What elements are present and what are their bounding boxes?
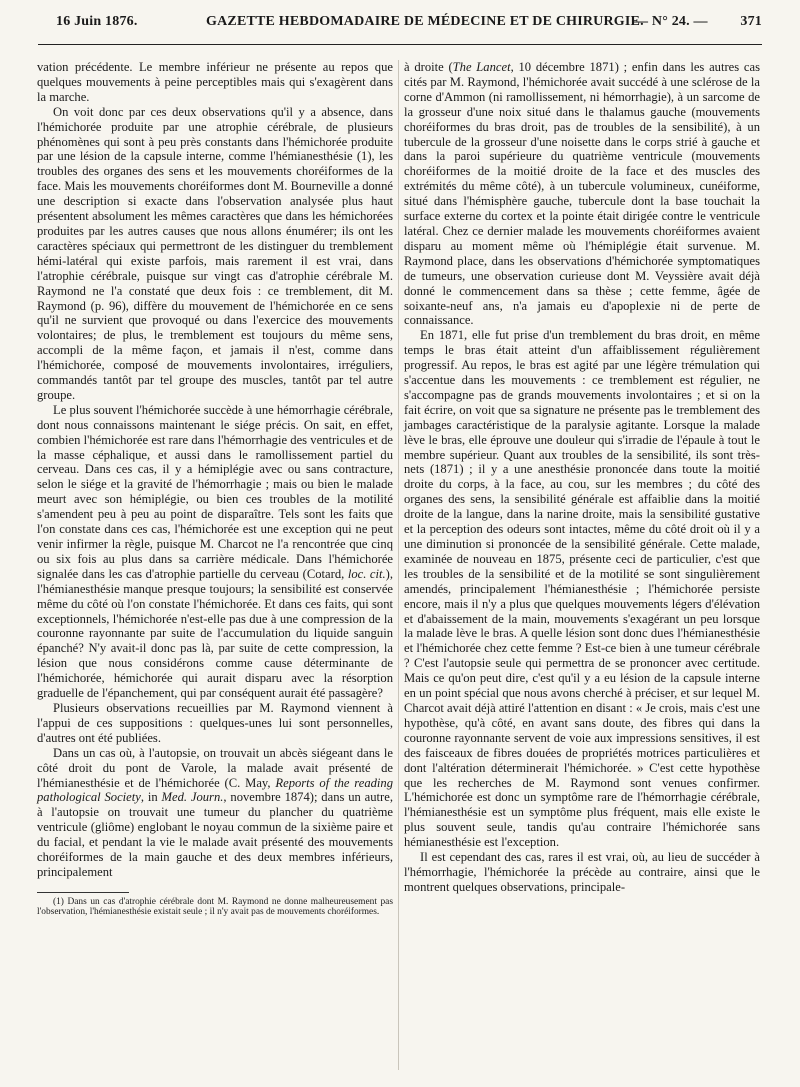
right-column bbox=[404, 60, 760, 895]
right-paragraph-2: En 1871, elle fut prise d'un tremblement du bras droit, en même temps le bras était atteint d'un affaiblissement régulièrement progressif. Au repos, le bras est agité par une légère trémulation qui s'accentue dans les mouvements : ce tremblement est régulier, ne s'accompagne pas de grands mouvements involontaires ; et si on la fait écrire, on voit que sa signature ne présente pas le tremblement des jambages caractéristique de la paralysie agitante. Lorsque la malade lève le bras, elle éprouve une douleur qui s'irradie de l'épaule à tout le membre supérieur. Quant aux troubles de la sensibilité, ils sont très-nets (1871) ; il y a une anesthésie prononcée dans toute la moitié droite du corps, à la face, au cou, sur les membres ; du côté des organes des sens, la sensibilité générale est affaiblie dans la moitié droite de la langue, dans la narine droite, mais la sensibilité gustative et la perception des odeurs sont intactes, même du côté droit où il y a une diminution si prononcée de la sensibilité générale. Cette malade, examinée de nouveau en 1875, présente ceci de particulier, c'est que les troubles de la sensibilité et de la motilité se sont singulièrement amendés, principalement l'hémianesthésie ; l'hémichorée persiste encore, mais il n'y a plus que quelques mouvements légers d'élévation et d'abaissement de la main, mouvements s'exagérant un peu lorsque la malade lève le bras. A quelle lésion sont donc dues l'hémianesthésie et l'hémichorée chez cette femme ? Est-ce bien à une tumeur cérébrale ? C'est l'autopsie seule qui permettra de se prononcer avec certitude. Mais ce qu'on peut dire, c'est qu'il y a eu lésion de la capsule interne en un point spécial que nous avons cherché à préciser, et sur lequel M. Charcot avait déjà attiré l'attention en disant : « Je crois, mais c'est une hypothèse, qu'à côté, en avant sans doute, des fibres qui dans la couronne rayonnante servent de voie aux impressions sensitives, il est des faisceaux de fibres douées de propriétés motrices particulières et dont l'altération déterminerait l'hémichorée. » C'est cette hypothèse que les recherches de M. Raymond sont venues confirmer. L'hémichorée est donc un symptôme rare de l'hémorrhagie cérébrale, l'hémianesthésie est un symptôme plus fréquent, mais elle existe le plus souvent seule, tandis qu'au contraire l'hémichorée sans hémianesthésie est l'exception. bbox=[404, 328, 760, 850]
right-paragraph-1-text: , 10 décembre 1871) ; enfin dans les autres cas cités par M. Raymond, l'hémichorée avait succédé à une sclérose de la corne d'Ammon (ni ramollissement, ni hémorrhagie), à un sarcome de la grosseur d'une noix situé dans le thalamus gauche (mouvements choréiformes du bras droit, pas de troubles de la sensibilité), à un tubercule de la grosseur d'une noisette dans le corps strié à gauche et dans la paroi supérieure du quatrième ventricule (mouvements choréiformes de la moitié droite de la face et des muscles des extrémités du même côté), à un tubercule volumineux, cunéiforme, situé dans l'hémisphère gauche, tubercule dont la base touchait la surface externe du cortex et la pointe était dirigée contre le ventricule latéral. Chez ce dernier malade les mouvements choréiformes avaient disparu au moment même où l'hémiplégie était survenue. M. Raymond place, dans les observations d'hémichorée symptomatiques de tumeurs, une observation curieuse dont M. Veyssière avait déjà donné le commencement dans sa thèse ; cette femme, âgée de soixante-neuf ans, n'a jamais eu d'apoplexie ni de perte de connaissance. bbox=[404, 60, 760, 328]
left-citation-loc-cit: loc. cit. bbox=[347, 566, 386, 581]
header-date: 16 Juin 1876. bbox=[56, 14, 138, 29]
header-journal-title: GAZETTE HEBDOMADAIRE DE MÉDECINE ET DE CHIRURGIE. bbox=[206, 14, 644, 29]
left-paragraph-1: vation précédente. Le membre inférieur ne présente au repos que quelques mouvements à peine perceptibles mais qui s'exagèrent dans la marche. bbox=[37, 60, 393, 104]
left-paragraph-5-text: Dans un cas où, à l'autopsie, on trouvait un abcès siégeant dans le côté droit du pont de Varole, la malade avait présenté de l'hémianesthésie et de l'hémichorée (C. May, bbox=[37, 745, 393, 790]
header-issue-number: — N° 24. — bbox=[634, 14, 708, 29]
left-paragraph-3-text: Le plus souvent l'hémichorée succède à une hémorrhagie cérébrale, dont nous connaissons maintenant le siége précis. On sait, en effet, combien l'hémichorée est rare dans l'hémorrhagie des ventricules et de la masse céphalique, et aussi dans le ramollissement partiel du cerveau. Dans ces cas, il y a hémiplégie avec ou sans contracture, selon le siége et la gravité de l'hémorrhagie ; mais ou bien le malade meurt avec son hémiplégie, ou bien ces troubles de la motilité s'amendent peu à peu au point de disparaître. Tels sont les faits que l'on constate dans ces cas, l'hémichorée est une exception qui ne peut venir infirmer la règle, puisque M. Charcot ne l'a rencontrée que cinq ou six fois au plus dans sa carrière médicale. Dans l'hémichorée signalée dans les cas d'atrophie partielle du cerveau (Cotard, bbox=[37, 402, 393, 581]
header-rule bbox=[38, 44, 762, 45]
left-paragraph-5-mid: , in bbox=[140, 790, 162, 805]
left-paragraph-5 bbox=[37, 746, 393, 880]
left-paragraph-3 bbox=[37, 403, 393, 701]
left-column bbox=[37, 60, 393, 918]
right-paragraph-1-start: à droite ( bbox=[404, 60, 453, 74]
left-citation-med-journ: Med. Journ. bbox=[161, 790, 224, 805]
footnote-rule bbox=[37, 892, 129, 893]
running-header bbox=[40, 6, 762, 36]
right-paragraph-1 bbox=[404, 60, 760, 328]
left-citation-reports: Reports of the reading pathological Society bbox=[37, 775, 394, 805]
left-paragraph-5-end: , novembre 1874); dans un autre, à l'autopsie on trouvait une tumeur du plancher du quatrième ventricule (gliôme) englobant le noyau commun de la sixième paire et du facial, et pendant la vie le malade avait présenté des mouvements choréiformes de la main gauche et des deux membres inférieurs, principalement bbox=[37, 790, 393, 879]
left-paragraph-3-end: ), l'hémianesthésie manque presque toujours; la sensibilité est conservée même du côté où l'on constate l'hémichorée. Et dans ces faits, qui sont exceptionnels, l'hémichorée n'est-elle pas due à une compression de la couronne rayonnante par suite de l'accumulation du liquide sanguin épanché? N'y avait-il donc pas là, par suite de cette compression, la lésion que nous considérons comme cause déterminante de l'hémichorée, hémichorée qui aurait disparu avec la résorption graduelle de l'épanchement, qui par conséquent aurait été passagère? bbox=[37, 566, 393, 701]
right-citation-lancet: The Lancet bbox=[452, 60, 511, 74]
left-paragraph-4: Plusieurs observations recueillies par M. Raymond viennent à l'appui de ces suppositions : quelques-unes lui sont personnelles, d'autres ont été publiées. bbox=[37, 700, 393, 745]
header-page-number: 371 bbox=[740, 14, 762, 29]
column-divider bbox=[398, 60, 399, 1070]
footnote: (1) Dans un cas d'atrophie cérébrale dont M. Raymond ne donne malheureusement pas l'observation, l'hémianesthésie existait seule ; il n'y avait pas de mouvements choréiformes. bbox=[37, 896, 393, 918]
right-paragraph-3: Il est cependant des cas, rares il est vrai, où, au lieu de succéder à l'hémorrhagie, l'hémichorée la précède au contraire, ainsi que le montrent quelques observations, principale- bbox=[404, 850, 760, 894]
left-paragraph-2: On voit donc par ces deux observations qu'il y a absence, dans l'hémichorée produite par une atrophie cérébrale, de plusieurs phénomènes qui sont à peu près constants dans l'hémichorée produite par une lésion de la capsule interne, comme l'hémianesthésie (1), les troubles des organes des sens et les mouvements choréiformes de la face. Mais les mouvements choréiformes dont M. Bourneville a donné une description si exacte dans l'observation analysée plus haut présentent absolument les mêmes caractères que dans les hémichorées produites par les autres causes que nous allons énumérer; ils ont les caractères spéciaux qui permettront de les distinguer du tremblement hémi-latéral qui existe parfois, mais rarement il est vrai, dans l'atrophie cérébrale, puisque sur vingt cas d'atrophie cérébrale M. Raymond ne l'a constaté que deux fois : ce tremblement, dit M. Raymond (p. 96), diffère du mouvement de l'hémichorée en ce sens qu'il ne survient que provoqué ou dans l'exercice des mouvements volontaires; de plus, le tremblement est toujours du même sens, accompli de la même façon, et jamais il n'est, comme dans l'hémichorée, composé de mouvements involontaires, irréguliers, commandés tantôt par tel groupe des muscles, tantôt par tel autre groupe. bbox=[37, 104, 393, 402]
